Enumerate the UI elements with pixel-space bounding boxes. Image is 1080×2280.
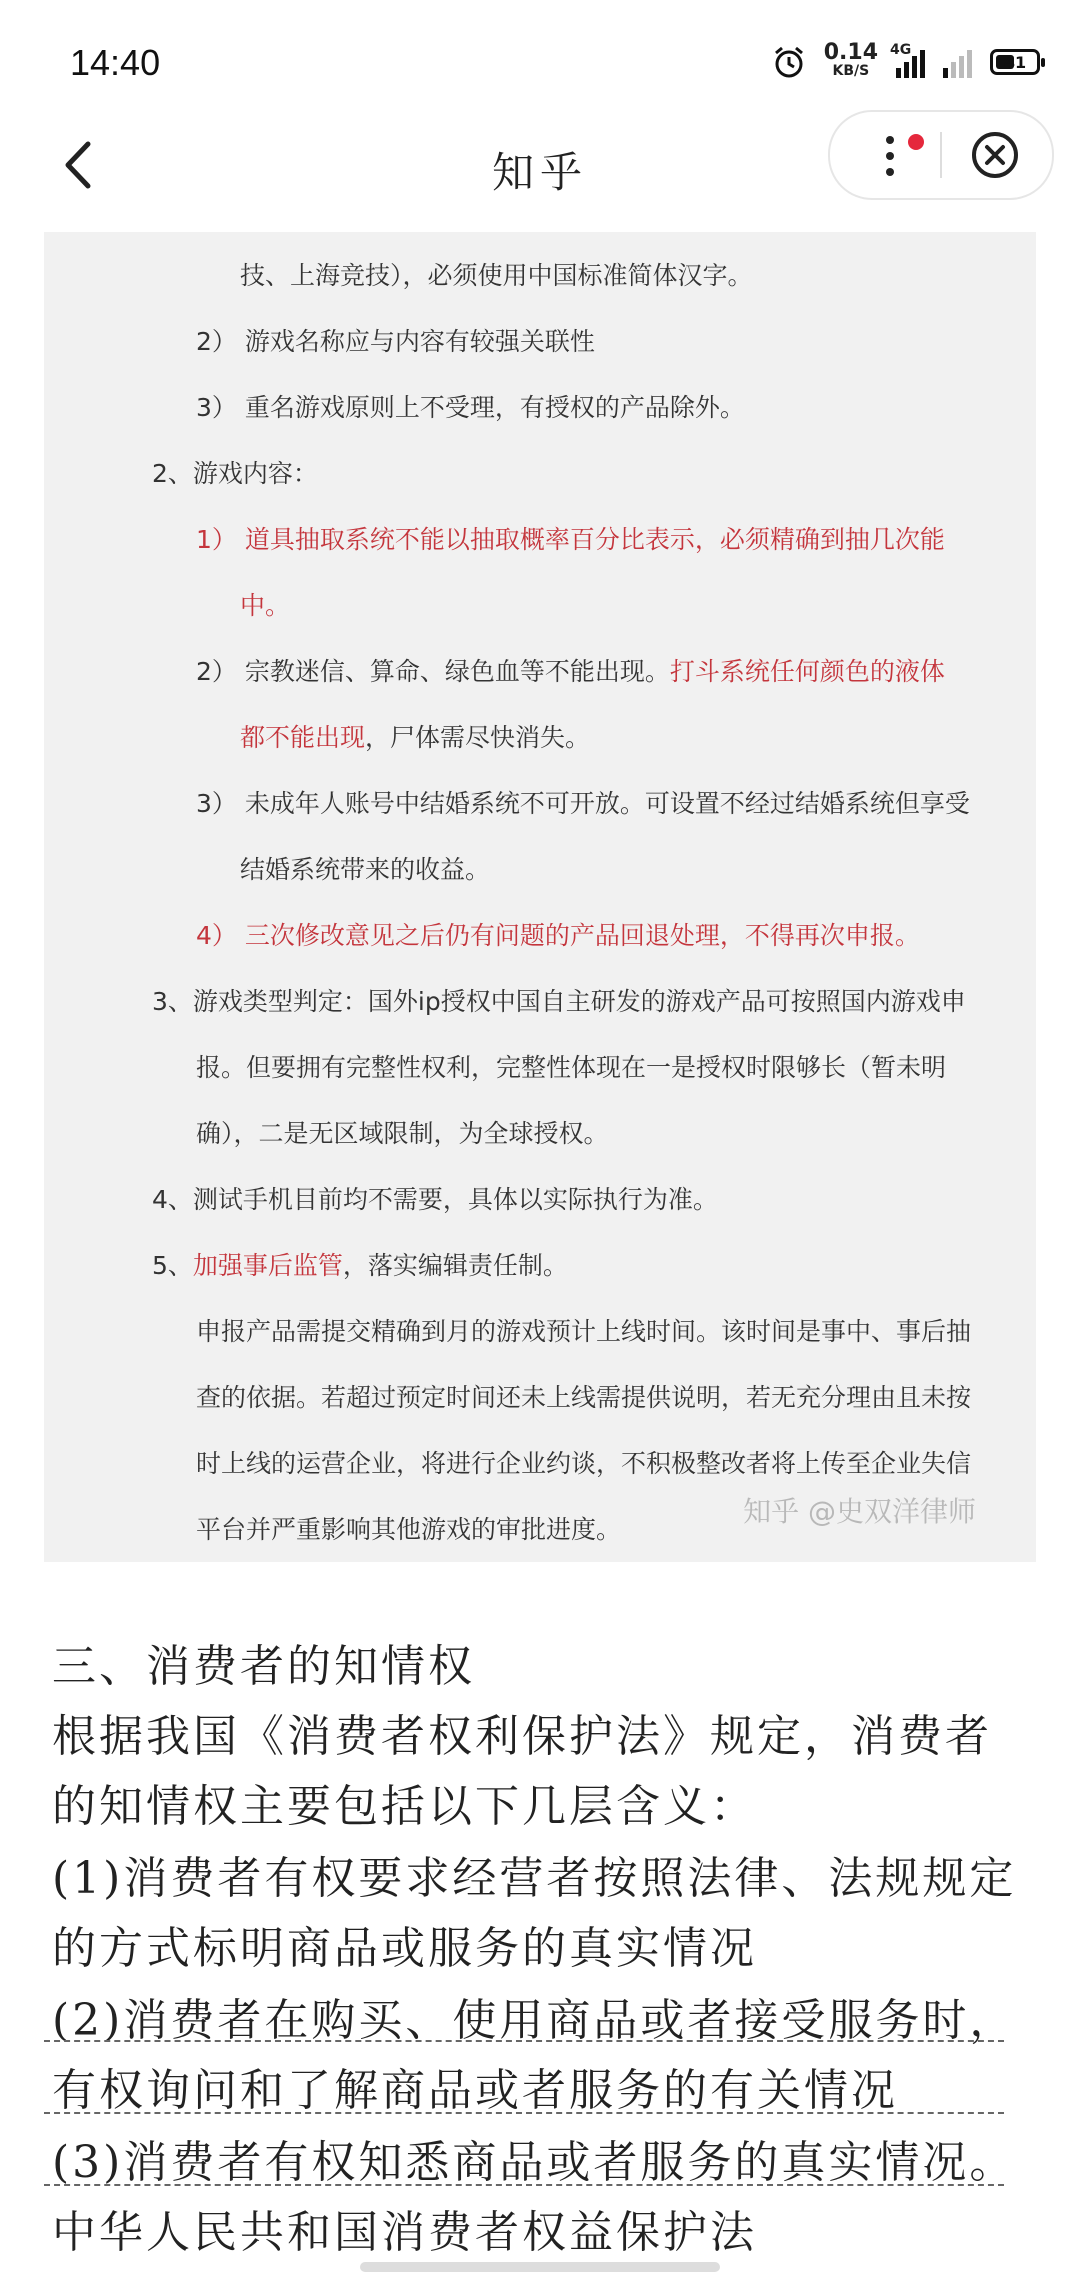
doc-line-highlight: 1） 道具抽取系统不能以抽取概率百分比表示，必须精确到抽几次能 (196, 525, 945, 554)
network-speed (823, 40, 878, 80)
network-speed-value: 0.14 (823, 40, 878, 65)
doc-line-highlight: 4） 三次修改意见之后仍有问题的产品回退处理，不得再次申报。 (196, 921, 920, 950)
doc-line (196, 652, 945, 688)
note-line: (1)消费者有权要求经营者按照法律、法规规定 (52, 1853, 1017, 1904)
signal-icon-2 (943, 46, 972, 78)
dashed-rule (44, 2112, 1004, 2114)
more-icon[interactable] (870, 128, 910, 184)
doc-line (152, 1246, 568, 1282)
note-line: 根据我国《消费者权利保护法》规定，消费者 (52, 1711, 992, 1762)
doc-line: 3、游戏类型判定：国外ip授权中国自主研发的游戏产品可按照国内游戏申 (152, 987, 966, 1016)
doc-line: 查的依据。若超过预定时间还未上线需提供说明，若无充分理由且未按 (196, 1383, 972, 1412)
doc-text: ，落实编辑责任制。 (342, 1251, 568, 1280)
note-line: (3)消费者有权知悉商品或者服务的真实情况。 (52, 2137, 1017, 2188)
doc-line-highlight: 中。 (240, 591, 291, 620)
dashed-rule (44, 2184, 1004, 2186)
note-line: 的知情权主要包括以下几层含义： (52, 1781, 757, 1832)
signal-label: 4G (890, 42, 912, 58)
signal-icon (890, 42, 925, 78)
doc-text: 2） 宗教迷信、算命、绿色血等不能出现。 (196, 657, 670, 686)
doc-line: 确），二是无区域限制，为全球授权。 (196, 1119, 609, 1148)
doc-line: 3） 未成年人账号中结婚系统不可开放。可设置不经过结婚系统但享受 (196, 789, 970, 818)
doc-line: 3） 重名游戏原则上不受理，有授权的产品除外。 (196, 393, 745, 422)
note-line: 中华人民共和国消费者权益保护法 (52, 2207, 757, 2258)
home-indicator[interactable] (360, 2262, 720, 2272)
note-line: 有权询问和了解商品或者服务的有关情况 (52, 2065, 898, 2116)
note-line: 三、消费者的知情权 (52, 1641, 475, 1692)
note-line: 的方式标明商品或服务的真实情况 (52, 1923, 757, 1974)
page-title: 知乎 (491, 148, 588, 197)
doc-line: 结婚系统带来的收益。 (240, 855, 491, 884)
document-image (44, 232, 1036, 1562)
nav-header (0, 110, 1080, 230)
doc-line: 申报产品需提交精确到月的游戏预计上线时间。该时间是事中、事后抽 (196, 1317, 972, 1346)
dashed-rule (44, 2040, 1004, 2042)
doc-line (240, 718, 590, 754)
doc-line: 2、游戏内容： (152, 459, 318, 488)
status-time: 14:40 (70, 42, 161, 83)
mini-program-capsule (828, 110, 1054, 200)
battery-icon (990, 49, 1040, 75)
notification-dot (908, 134, 924, 150)
doc-line: 时上线的运营企业，将进行企业约谈，不积极整改者将上传至企业失信 (196, 1449, 972, 1478)
doc-text-highlight: 打斗系统任何颜色的液体 (669, 657, 945, 686)
watermark: 知乎 @史双洋律师 (743, 1495, 976, 1528)
doc-line: 4、测试手机目前均不需要，具体以实际执行为准。 (152, 1185, 718, 1214)
alarm-icon (772, 45, 806, 79)
battery-level: 41 (1003, 53, 1027, 72)
doc-line: 2） 游戏名称应与内容有较强关联性 (196, 327, 595, 356)
doc-text: 5、 (152, 1251, 193, 1280)
doc-text-highlight: 加强事后监管 (192, 1251, 343, 1280)
note-line: (2)消费者在购买、使用商品或者接受服务时， (52, 1995, 1017, 2046)
doc-line: 平台并严重影响其他游戏的审批进度。 (196, 1515, 622, 1544)
doc-line: 技、上海竞技），必须使用中国标准简体汉字。 (240, 261, 753, 290)
doc-text: ，尸体需尽快消失。 (365, 723, 591, 752)
status-icons (772, 40, 1040, 80)
network-speed-unit: KB/S (832, 63, 870, 79)
doc-line: 报。但要拥有完整性权利，完整性体现在一是授权时限够长（暂未明 (196, 1053, 947, 1082)
doc-text-highlight: 都不能出现 (240, 723, 366, 752)
capsule-divider (940, 132, 942, 178)
close-icon[interactable] (970, 130, 1020, 180)
